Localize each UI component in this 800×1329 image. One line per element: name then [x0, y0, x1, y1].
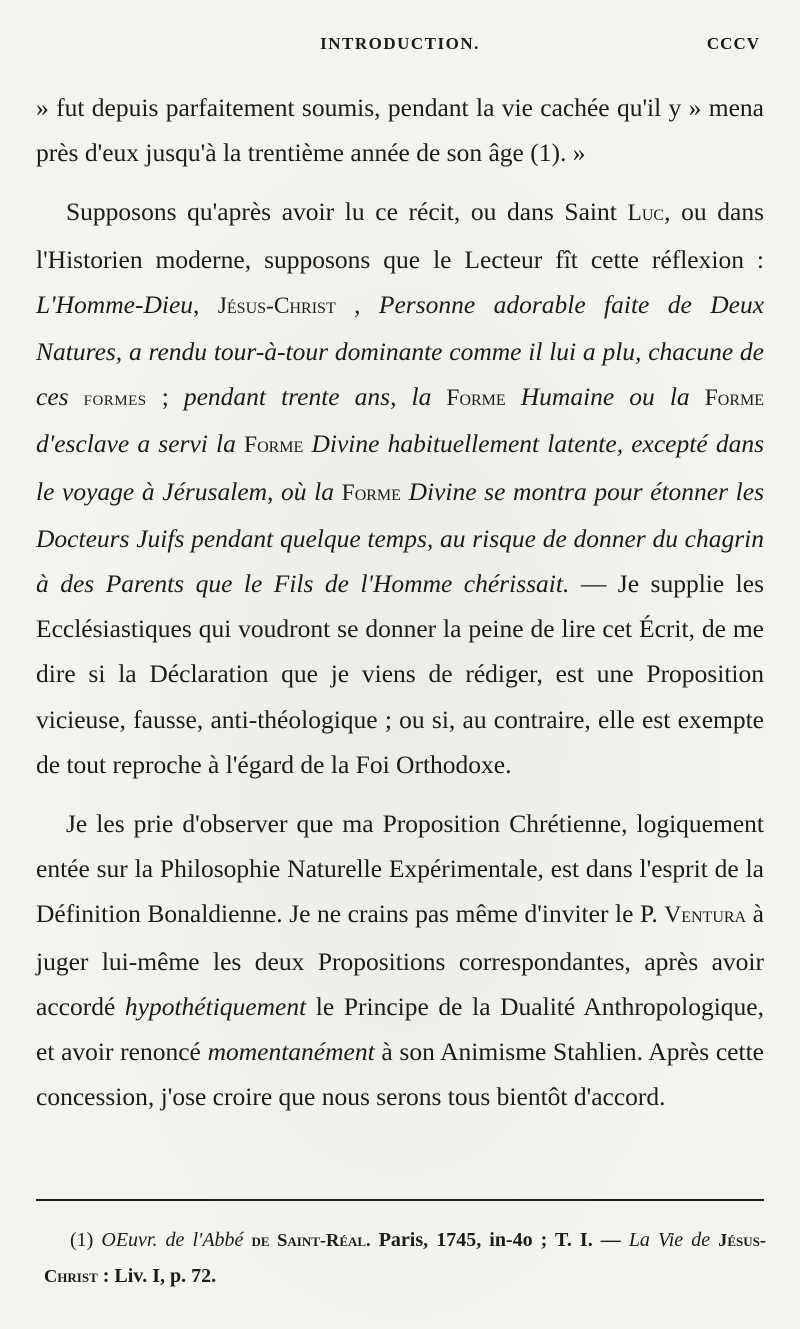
paragraph-quote-end [36, 85, 764, 175]
small-caps-run: Jésus-Christ [217, 292, 336, 319]
small-caps-run: Forme [341, 479, 401, 506]
italic-run: d'esclave a servi la [36, 429, 245, 459]
text-run: , [193, 289, 218, 319]
footnote [44, 1222, 766, 1294]
page-number: CCCV [706, 34, 760, 53]
italic-run: Divine habituellement latente, excepté dans le voyage à Jérusalem, où la [36, 429, 764, 506]
italic-run: Divine se montra pour étonner les Docteurs Juifs pendant quelque temps, au risque de donner du chagrin à des Parents que le Fils de l'Homme chérissait. [36, 476, 764, 599]
text-run: à juger lui-même les deux Propositions correspondantes, après avoir accordé [36, 899, 764, 1021]
italic-run: pendant trente ans, la [183, 382, 447, 412]
text-run: , ou dans l'Historien moderne, supposons que le Lecteur fît cette réflexion : [36, 197, 765, 274]
small-caps-run: Jésus-Christ [44, 1230, 766, 1286]
footnote-number: (1) [70, 1229, 102, 1251]
small-caps-run: Forme [244, 432, 304, 459]
footnote-rule [36, 1199, 764, 1201]
italic-run: La Vie de [628, 1229, 719, 1251]
small-caps-run: Ventura [664, 902, 747, 929]
text-run: , [335, 289, 379, 319]
text-run: à son Animisme Stahlien. Après cette concession, j'ose croire que nous serons tous bientôt d'accord. [36, 1037, 764, 1112]
running-head: INTRODUCTION. [320, 34, 480, 53]
text-run: ; [146, 382, 184, 412]
text-run: le Principe de la Dualité Anthropologique, et avoir renoncé [36, 991, 765, 1067]
italic-run: OEuvr. de l'Abbé [101, 1229, 252, 1251]
body-text [36, 85, 764, 1119]
small-caps-run: Forme [446, 385, 506, 412]
small-caps-run: Forme [704, 385, 765, 412]
paragraph-text: » fut depuis parfaitement soumis, pendant la vie cachée qu'il y » mena près d'eux jusqu'à la trentième année de son âge (1). » [36, 93, 764, 168]
paragraph-reflection [36, 189, 764, 787]
italic-run: momentanément [207, 1037, 375, 1067]
italic-run: hypothétiquement [124, 991, 307, 1021]
small-caps-run: Luc [627, 200, 665, 227]
text-run: Paris, 1745, in-4o ; T. I. — [370, 1229, 629, 1251]
italic-run: Personne adorable faite de Deux Natures, a rendu tour-à-tour dominante comme il lui a plu, chacune de ces [36, 289, 765, 412]
text-run: Supposons qu'après avoir lu ce récit, ou dans Saint [66, 197, 628, 227]
text-run: : Liv. I, p. 72. [97, 1265, 217, 1287]
small-caps-run: formes [83, 386, 147, 411]
italic-run: Humaine ou la [505, 382, 705, 412]
text-run: — Je supplie les Ecclésiastiques qui voudront se donner la peine de lire cet Écrit, de me dire si la Déclaration que je viens de rédiger, est une Proposition vicieuse, fausse, anti-théologique ; ou si, au contraire, elle est exempte de tout reproche à l'égard de la Foi Orthodoxe. [36, 569, 765, 779]
italic-run: L'Homme-Dieu [36, 289, 194, 319]
footnote-text [44, 1222, 766, 1294]
small-caps-run: de Saint-Réal. [251, 1230, 371, 1250]
page-header [0, 34, 800, 60]
text-run: Je les prie d'observer que ma Proposition Chrétienne, logiquement entée sur la Philosophie Naturelle Expérimentale, est dans l'esprit de la Définition Bonaldienne. Je ne crains pas même d'inviter le P. [36, 809, 764, 929]
paragraph-invitation [36, 801, 764, 1119]
